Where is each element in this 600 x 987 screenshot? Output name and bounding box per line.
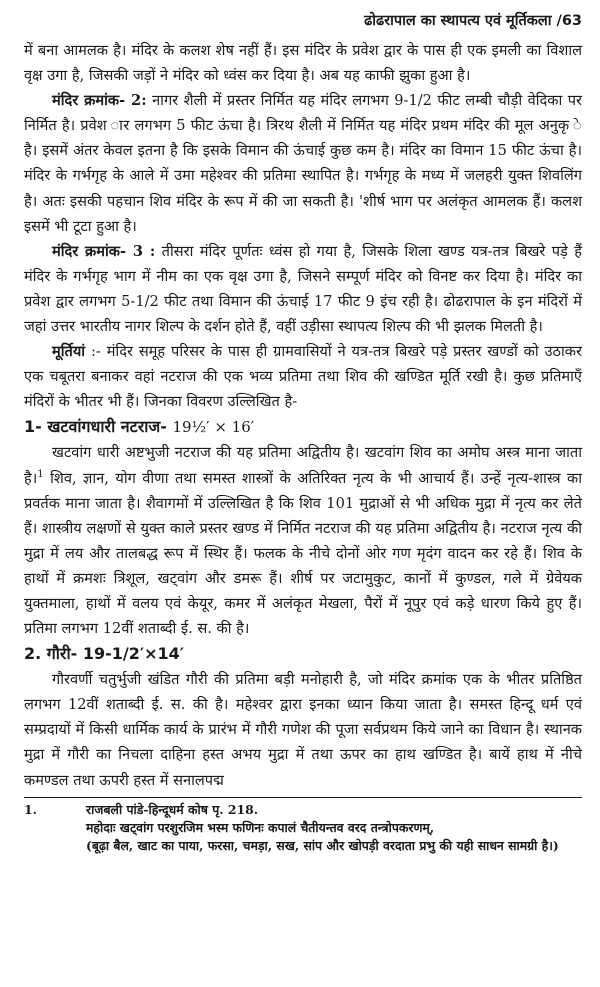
natraj-text-a: खटवांग धारी अष्टभुजी नटराज की यह प्रतिमा अद्वितीय है। खटवांग शिव का अमोघ अस्त्र माना जाता है।: [24, 444, 582, 487]
temple-2-text: नागर शैली में प्रस्तर निर्मित यह मंदिर लगभग 9-1/2 फीट लम्बी चौड़ी वेदिका पर निर्मित है। प्रवेश ार लगभग 5 फीट ऊंचा है। त्रिरथ शैली में निर्मित यह मंदिर प्रथम मंदिर की मूल अनुकृ े है। इसमें अंतर केवल इतना है कि इसके विमान की ऊंचाई कुछ कम है। मंदिर का विमान 15 फीट ऊंचा है। मंदिर के गर्भगृह के आले में उमा महेश्वर की प्रतिमा स्थापित है। गर्भगृह के मध्य में जलहरी युक्त शिवलिंग है। अतः इसकी पहचान शिव मंदिर के रूप में की जा सकती है। 'शीर्ष भाग पर अलंकृत आमलक हैं। कलश इसमें भी टूटा हुआ है।: [24, 92, 582, 235]
murtiyan-text: :- मंदिर समूह परिसर के पास ही ग्रामवासियों ने यत्र-तत्र बिखरे पड़े प्रस्तर खण्डों को उठाकर एक चबूतरा बनाकर वहां नटराज की एक भव्य प्रतिमा तथा शिव की खण्डित मूर्ति रखी है। कुछ प्रतिमाएँ मंदिरों के भीतर भी हैं। जिनका विवरण उल्लिखित है-: [24, 343, 582, 411]
natraj-text-b: शिव, ज्ञान, योग वीणा तथा समस्त शास्त्रों के अतिरिक्त नृत्य के भी आचार्य हैं। उन्हें नृत्य-शास्त्र का प्रवर्तक माना जाता है। शैवागमों में उल्लिखित है कि शिव 101 मुद्राओं से भी अधिक मुद्रा में नृत्य कर लेते हैं। शास्त्रीय लक्षणों से युक्त काले प्रस्तर खण्ड में निर्मित नटराज की यह प्रतिमा अद्वितीय है। नटराज नृत्य की मुद्रा में लय और तालबद्ध रूप में स्थिर हैं। फलक के नीचे दोनों ओर गण मृदंग वादन कर रहे हैं। शिव के हाथों में क्रमशः त्रिशूल, खट्वांग और डमरू हैं। शीर्ष पर जटामुकुट, कानों में कुण्डल, गले में ग्रेवेयक युक्तमाला, हाथों में वलय एवं केयूर, कमर में अलंकृत मेखला, पैरों में नूपुर एवं कड़े धारण किये हुए हैं। प्रतिमा लगभग 12वीं शताब्दी ई. स. की है।: [24, 469, 582, 638]
heading-natraj: [24, 414, 582, 440]
heading-natraj-label: 1- खटवांगधारी नटराज-: [24, 417, 167, 437]
paragraph-murtiyan: [24, 339, 582, 414]
footnote-reference: 1: [37, 468, 44, 480]
footnote-item: [24, 801, 582, 819]
footnote-number: 1.: [24, 801, 37, 817]
temple-2-lead: मंदिर क्रमांक- 2:: [52, 92, 147, 110]
murtiyan-lead: मूर्तियां: [52, 343, 86, 361]
paragraph-natraj: [24, 440, 582, 641]
footnote-source: राजबली पांडे-हिन्दूधर्म कोष पृ. 218.: [86, 801, 259, 817]
page-body: [24, 38, 582, 793]
heading-gauri: 2. गौरी- 19-1/2′×14′: [24, 644, 184, 664]
temple-3-text: तीसरा मंदिर पूर्णतः ध्वंस हो गया है, जिसके शिला खण्ड यत्र-तत्र बिखरे पड़े हैं मंदिर के गर्भगृह भाग में नीम का एक वृक्ष उगा है, जिसने सम्पूर्ण मंदिर को विनष्ट कर दिया है। मंदिर का प्रवेश द्वार लगभग 5-1/2 फीट तथा विमान की ऊंचाई 17 फीट 9 इंच रही है। ढोढरापाल के इन मंदिरों में जहां उत्तर भारतीय नागर शिल्प के दर्शन होते हैं, वहीं उड़ीसा स्थापत्य शिल्प की भी झलक मिलती है।: [24, 242, 583, 336]
paragraph-temple-2: [24, 88, 582, 239]
temple-3-lead: मंदिर क्रमांक- 3 :: [52, 242, 156, 260]
heading-natraj-dimension: 19½′ × 16′: [172, 418, 255, 437]
footnote-sanskrit: महोदाः खट्वांग परशुरजिम भस्म फणिनः कपालं चैतीयन्तव वरद तन्त्रोपकरणम्,: [86, 820, 435, 836]
paragraph-gauri: गौरवर्णी चतुर्भुजी खंडित गौरी की प्रतिमा बड़ी मनोहारी है, जो मंदिर क्रमांक एक के भीतर प्रतिष्ठित लगभग 12वीं शताब्दी ई. स. की है। महेश्वर द्वारा इनका ध्यान किया जाता है। समस्त हिन्दू धर्म एवं सम्प्रदायों में किसी धार्मिक कार्य के प्रारंभ में गौरी गणेश की पूजा सर्वप्रथम किये जाने का विधान है। स्थानक मुद्रा में गौरी का निचला दाहिना हस्त अभय मुद्रा में तथा ऊपर का हाथ खण्डित है। बायें हाथ में नीचे कमण्डल तथा ऊपरी हस्त में सनालपद्म: [24, 671, 582, 789]
running-head: ढोढरापाल का स्थापत्य एवं मूर्तिकला /63: [364, 13, 582, 29]
footnote-divider: [24, 797, 582, 798]
footnote-translation: (बूढ़ा बैल, खाट का पाया, फरसा, चमड़ा, सख, सांप और खोपड़ी वरदाता प्रभु की यही साधन सामग्री है।): [86, 838, 559, 854]
paragraph-intro: में बना आमलक है। मंदिर के कलश शेष नहीं हैं। इस मंदिर के प्रवेश द्वार के पास ही एक इमली का विशाल वृक्ष उगा है, जिसकी जड़ों ने मंदिर को ध्वंस कर दिया है। अब यह काफी झुका हुआ है।: [24, 42, 582, 85]
footnotes: [24, 801, 582, 856]
paragraph-temple-3: [24, 239, 582, 339]
